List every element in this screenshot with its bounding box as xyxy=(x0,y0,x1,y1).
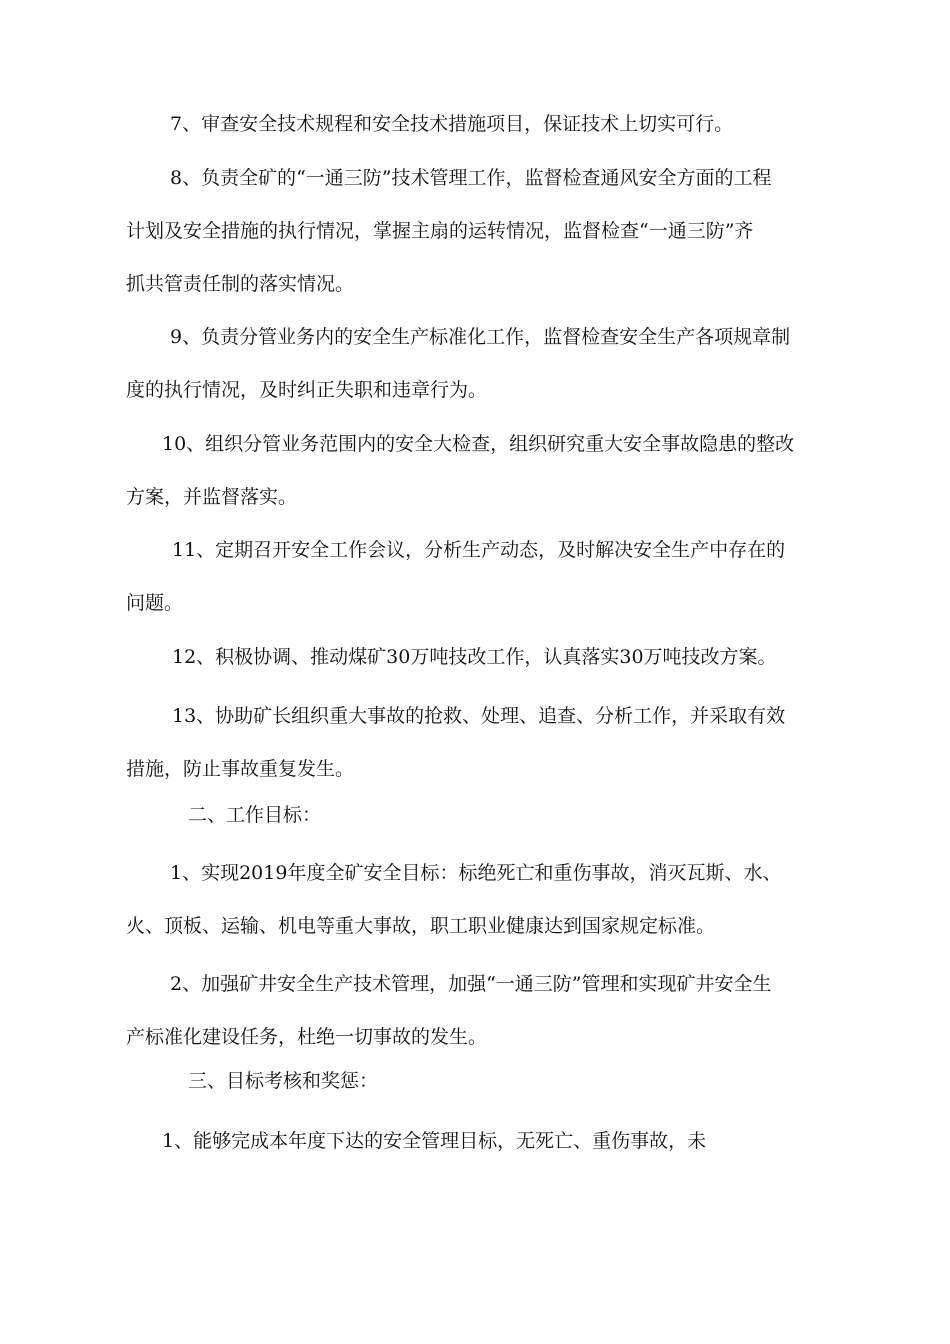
text-line: 13、协助矿长组织重大事故的抢救、处理、追查、分析工作，并采取有效 xyxy=(172,705,786,727)
text-line: 计划及安全措施的执行情况，掌握主扇的运转情况，监督检查“一通三防”齐 xyxy=(126,220,754,242)
paragraph-goal-2 xyxy=(126,958,871,1064)
text-line: 1、能够完成本年度下达的安全管理目标，无死亡、重伤事故，未 xyxy=(162,1130,707,1152)
text-line: 方案，并监督落实。 xyxy=(126,486,298,508)
paragraph-item-9 xyxy=(126,311,871,417)
text-line: 2、加强矿井安全生产技术管理，加强“一通三防”管理和实现矿井安全生 xyxy=(170,973,772,995)
paragraph-item-7 xyxy=(126,98,871,151)
text-line: 抓共管责任制的落实情况。 xyxy=(126,273,355,295)
section-heading: 三、目标考核和奖惩： xyxy=(188,1070,379,1092)
text-line: 问题。 xyxy=(126,592,184,614)
paragraph-goal-1 xyxy=(126,847,871,953)
text-line: 9、负责分管业务内的安全生产标准化工作，监督检查安全生产各项规章制 xyxy=(170,326,791,348)
paragraph-item-11 xyxy=(126,524,871,630)
text-line: 8、负责全矿的“一通三防”技术管理工作，监督检查通风安全方面的工程 xyxy=(170,167,772,189)
text-line: 产标准化建设任务，杜绝一切事故的发生。 xyxy=(126,1026,488,1048)
paragraph-item-8 xyxy=(126,152,871,311)
text-line: 1、实现2019年度全矿安全目标：标绝死亡和重伤事故，消灭瓦斯、水、 xyxy=(170,862,782,884)
text-line: 7、审查安全技术规程和安全技术措施项目，保证技术上切实可行。 xyxy=(170,113,734,135)
text-line: 度的执行情况，及时纠正失职和违章行为。 xyxy=(126,379,488,401)
paragraph-assessment-1 xyxy=(126,1115,871,1168)
paragraph-item-10 xyxy=(126,418,871,524)
section-heading-work-goals xyxy=(126,789,871,842)
text-line: 10、组织分管业务范围内的安全大检查，组织研究重大安全事故隐患的整改 xyxy=(162,433,795,455)
section-heading: 二、工作目标： xyxy=(188,804,322,826)
text-line: 火、顶板、运输、机电等重大事故，职工职业健康达到国家规定标准。 xyxy=(126,915,716,937)
paragraph-item-13 xyxy=(126,690,871,796)
text-line: 措施，防止事故重复发生。 xyxy=(126,758,355,780)
section-heading-assessment xyxy=(126,1055,871,1108)
text-line: 12、积极协调、推动煤矿30万吨技改工作，认真落实30万吨技改方案。 xyxy=(172,646,777,668)
text-line: 11、定期召开安全工作会议，分析生产动态，及时解决安全生产中存在的 xyxy=(172,539,786,561)
paragraph-item-12 xyxy=(126,631,871,684)
